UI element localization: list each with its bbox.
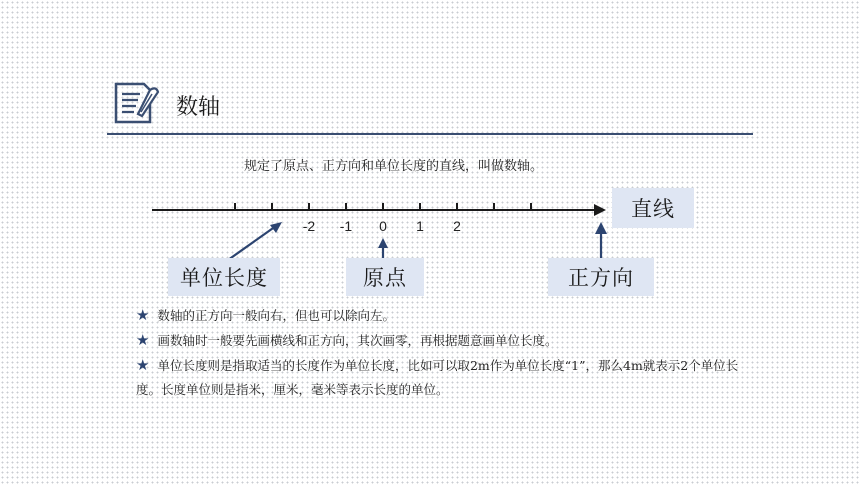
page-title: 数轴	[176, 95, 221, 120]
origin-arrow	[378, 238, 388, 258]
unit-length-arrow	[228, 222, 282, 260]
callout-straight-line: 直线	[612, 188, 694, 228]
tick-label: -2	[302, 218, 316, 234]
callout-origin: 原点	[346, 258, 424, 296]
note-text: 单位长度则是指取适当的长度作为单位长度，比如可以取2m作为单位长度“1”，那么4m就表示2个单位长度。长度单位则是指米，厘米，毫米等表示长度的单位。	[136, 358, 739, 397]
tick-label: 2	[453, 218, 461, 234]
axis-arrowhead	[594, 204, 606, 216]
note-item	[136, 303, 746, 328]
tick-label: 0	[379, 218, 387, 234]
tick-label: -1	[339, 218, 353, 234]
callout-positive-direction: 正方向	[548, 258, 654, 296]
note-item	[136, 353, 746, 402]
callout-unit-length: 单位长度	[168, 258, 280, 296]
positive-direction-arrow	[595, 222, 607, 258]
star-icon: ★	[136, 331, 150, 349]
tick-label: 1	[416, 218, 424, 234]
definition-text: 规定了原点、正方向和单位长度的直线，叫做数轴。	[244, 159, 544, 174]
note-item	[136, 328, 746, 353]
star-icon: ★	[136, 356, 150, 374]
note-text: 数轴的正方向一般向右，但也可以除向左。	[157, 308, 395, 323]
note-text: 画数轴时一般要先画横线和正方向，其次画零，再根据题意画单位长度。	[157, 333, 558, 348]
star-icon: ★	[136, 306, 150, 324]
notes-list	[136, 303, 746, 402]
axis-ticks	[235, 203, 531, 210]
